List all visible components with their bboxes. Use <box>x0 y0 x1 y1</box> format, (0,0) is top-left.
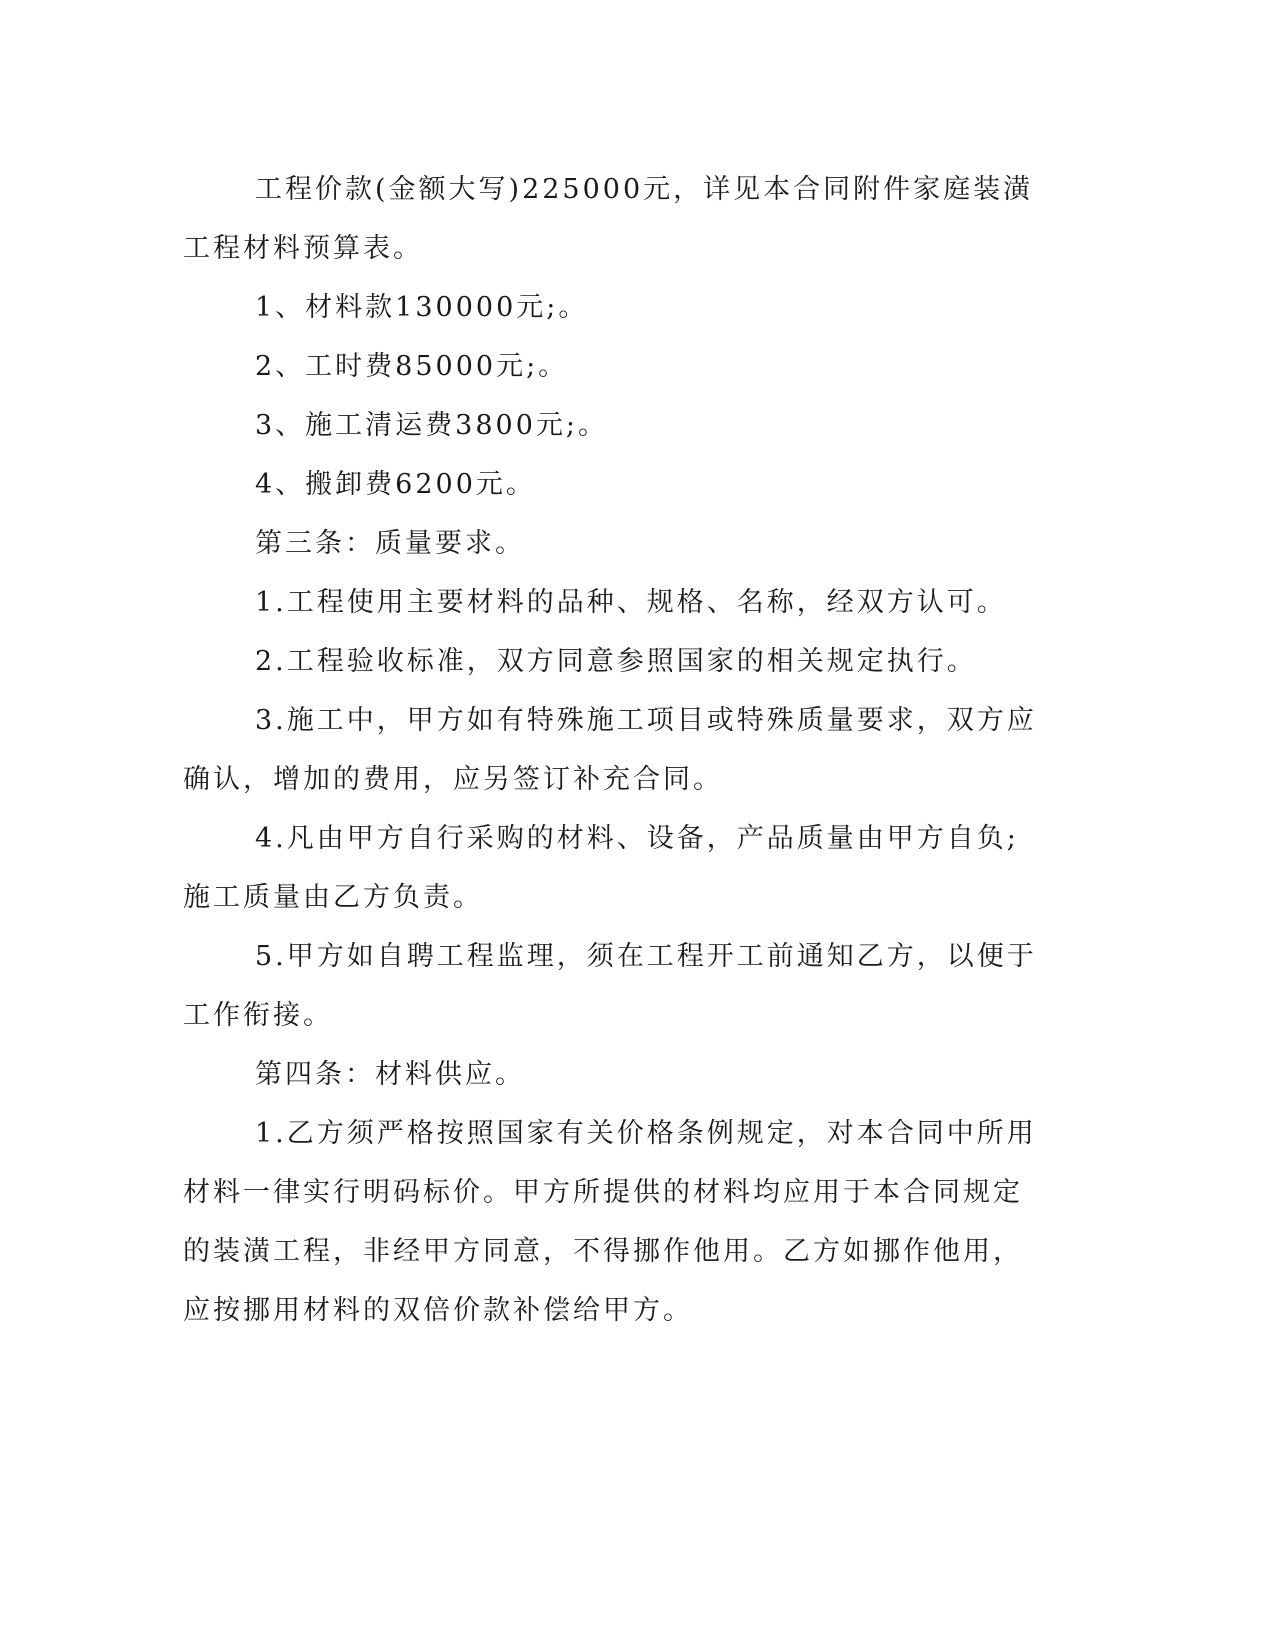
section-heading-article-3: 第三条：质量要求。 <box>255 528 525 559</box>
paragraph-quality-1: 1.工程使用主要材料的品种、规格、名称，经双方认可。 <box>255 587 1007 618</box>
paragraph-quality-4: 4.凡由甲方自行采购的材料、设备，产品质量由甲方自负;施工质量由乙方负责。 <box>183 823 1019 913</box>
document-body <box>183 160 1038 1340</box>
paragraph-labor-fee: 2、工时费85000元;。 <box>255 351 569 382</box>
paragraph-supply-1: 1.乙方须严格按照国家有关价格条例规定，对本合同中所用材料一律实行明码标价。甲方所提供的材料均应用于本合同规定的装潢工程，非经甲方同意，不得挪作他用。乙方如挪作他用，应按挪用材料的双倍价款补偿给甲方。 <box>183 1118 1037 1326</box>
section-heading-article-4: 第四条：材料供应。 <box>255 1059 525 1090</box>
paragraph-price: 工程价款(金额大写)225000元，详见本合同附件家庭装潢工程材料预算表。 <box>183 174 1034 264</box>
paragraph-quality-5: 5.甲方如自聘工程监理，须在工程开工前通知乙方，以便于工作衔接。 <box>183 941 1037 1031</box>
paragraph-handling-fee: 4、搬卸费6200元。 <box>255 469 536 500</box>
paragraph-cleanup-fee: 3、施工清运费3800元;。 <box>255 410 608 441</box>
paragraph-quality-3: 3.施工中，甲方如有特殊施工项目或特殊质量要求，双方应确认，增加的费用，应另签订补充合同。 <box>183 705 1037 795</box>
paragraph-material-fee: 1、材料款130000元;。 <box>255 292 589 323</box>
paragraph-quality-2: 2.工程验收标准，双方同意参照国家的相关规定执行。 <box>255 646 977 677</box>
